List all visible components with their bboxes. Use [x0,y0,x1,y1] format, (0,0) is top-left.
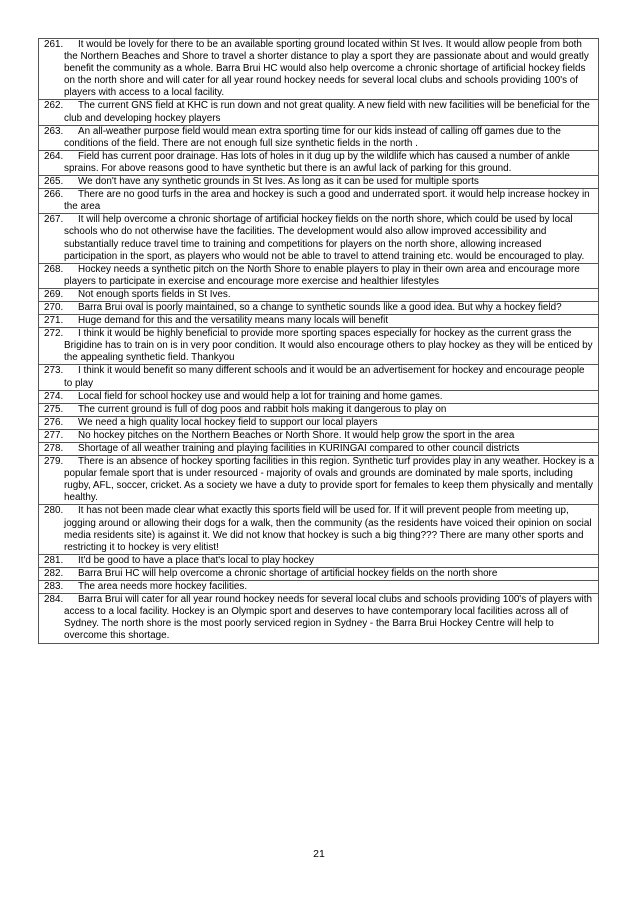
table-row [39,150,599,175]
comment-number: 273. [44,365,64,377]
comment-text: The area needs more hockey facilities. [78,581,248,593]
comment-entry [44,365,595,389]
comment-number: 277. [44,429,64,441]
comment-text: The current ground is full of dog poos and rabbit hols making it dangerous to play on [78,403,447,415]
comment-entry [44,189,595,213]
comment-cell [39,594,599,643]
comment-entry [44,315,595,327]
table-row [39,214,599,263]
comment-cell [39,150,599,175]
comment-entry [44,100,595,124]
comment-cell [39,288,599,301]
comment-cell [39,554,599,567]
comment-number: 274. [44,390,64,402]
comment-entry [44,404,595,416]
comment-text: Not enough sports fields in St Ives. [78,288,231,300]
comment-text: It'd be good to have a place that's local to play hockey [78,554,314,566]
comment-number: 263. [44,125,64,137]
page-number: 21 [313,848,325,860]
comment-cell [39,390,599,403]
comment-entry [44,214,595,262]
comment-number: 279. [44,456,64,468]
comment-number: 275. [44,403,64,415]
comment-text: It will help overcome a chronic shortage of artificial hockey fields on the north shore, which could be used by local schools who do not otherwise have the facilities. The development would also allow improved accessibility and substantially reduce travel time to training and competitions for players on the north shore, allowing increased participation in the sport, as players who would not be able to travel to attend training etc. would be encouraged to play. [64,214,585,262]
comment-entry [44,151,595,175]
comment-text: There are no good turfs in the area and hockey is such a good and underrated sport. it would help increase hockey in the area [64,189,590,213]
comment-entry [44,443,595,455]
comment-number: 284. [44,594,64,606]
comment-text: It would be lovely for there to be an available sporting ground located within St Ives. It would allow people from both the Northern Beaches and Shore to travel a shorter distance to play a sport they are passionate about and would greatly benefit the community as a whole. Barra Brui HC would also help overcome a chronic shortage of artificial hockey fields on the north shore and will cater for all year round hockey needs for several local clubs and schools providing 100's of players with access to a local facility. [64,39,589,99]
comment-number: 268. [44,263,64,275]
comment-text: Shortage of all weather training and playing facilities in KURINGAI compared to other council districts [78,443,520,454]
comment-entry [44,176,595,188]
comment-entry [44,430,595,442]
table-row [39,100,599,125]
table-row [39,581,599,594]
comment-entry [44,391,595,403]
comment-number: 267. [44,214,64,226]
comment-number: 271. [44,315,64,327]
table-row [39,390,599,403]
table-row [39,554,599,567]
comment-entry [44,555,595,567]
comment-text: Barra Brui will cater for all year round hockey needs for several local clubs and schools providing 100's of players with access to a local facility. Hockey is an Olympic sport and deserves to have contemporary local facilities across all of Sydney. The north shore is the most poorly serviced region in Sydney - the Barra Brui Hockey Centre will help to overcome this shortage. [64,594,592,642]
comment-entry [44,328,595,364]
comment-number: 272. [44,328,64,340]
table-row [39,456,599,505]
comment-cell [39,125,599,150]
comment-text: Local field for school hockey use and would help a lot for training and home games. [78,390,443,402]
comment-number: 281. [44,554,64,566]
comment-entry [44,264,595,288]
comment-cell [39,505,599,554]
comment-text: The current GNS field at KHC is run down and not great quality. A new field with new facilities will be beneficial for the club and developing hockey players [64,100,590,124]
comment-entry [44,594,595,642]
comment-text: Hockey needs a synthetic pitch on the North Shore to enable players to play in their own area and encourage more players to participate in exercise and encourage more exercise and healthier lifestyles [64,263,580,287]
comment-cell [39,301,599,314]
comment-cell [39,214,599,263]
table-row [39,288,599,301]
comment-text: We need a high quality local hockey field to support our local players [78,416,378,428]
comment-number: 269. [44,288,64,300]
comment-number: 283. [44,581,64,593]
comment-entry [44,289,595,301]
table-row [39,263,599,288]
table-row [39,301,599,314]
comment-entry [44,417,595,429]
table-row [39,39,599,100]
comment-number: 280. [44,505,64,517]
comment-cell [39,443,599,456]
comment-cell [39,176,599,189]
table-row [39,176,599,189]
comment-cell [39,263,599,288]
comment-entry [44,126,595,150]
comment-number: 265. [44,176,64,188]
comment-cell [39,567,599,580]
comment-number: 264. [44,150,64,162]
comment-text: Field has current poor drainage. Has lots of holes in it dug up by the wildlife which has caused a number of ankle sprains. For above reasons good to have synthetic but there is an awful lack of parking for this ground. [64,150,570,174]
comment-entry [44,505,595,553]
comment-text: An all-weather purpose field would mean extra sporting time for our kids instead of calling off games due to the conditions of the field. There are not enough full size synthetic fields in the north . [64,125,561,149]
table-row [39,365,599,390]
comment-entry [44,39,595,99]
comment-cell [39,328,599,365]
comment-cell [39,365,599,390]
comment-cell [39,100,599,125]
table-row [39,403,599,416]
table-row [39,416,599,429]
comment-number: 276. [44,416,64,428]
comment-text: No hockey pitches on the Northern Beaches or North Shore. It would help grow the sport in the area [78,429,515,441]
table-row [39,429,599,442]
comment-cell [39,581,599,594]
table-row [39,328,599,365]
comment-number: 266. [44,189,64,201]
comment-cell [39,189,599,214]
comment-cell [39,39,599,100]
comment-entry [44,568,595,580]
comment-text: I think it would benefit so many different schools and it would be an advertisement for hockey and encourage people to play [64,365,585,389]
comment-text: It has not been made clear what exactly this sports field will be used for. If it will prevent people from meeting up, jogging around or allowing their dogs for a walk, then the community (as the residents have voiced their opinion on social media residents site) is against it. We did not know that hockey is such a big thing??? There are many other sports and restricting it to hockey is very elitist! [64,505,592,553]
comment-cell [39,315,599,328]
table-row [39,594,599,643]
comment-number: 278. [44,443,64,454]
comment-text: There is an absence of hockey sporting facilities in this region. Synthetic turf provides play in any weather. Hockey is a popular female sport that is under resourced - majority of ovals and grounds are dominated by male sports, including rugby, AFL, soccer, cricket. As a society we have a duty to provide sport for females to keep them physically and mentally healthy. [64,456,594,504]
comment-cell [39,456,599,505]
table-row [39,189,599,214]
comment-text: Barra Brui HC will help overcome a chronic shortage of artificial hockey fields on the north shore [78,567,498,579]
table-row [39,567,599,580]
comments-table [38,38,599,644]
comment-cell [39,429,599,442]
comment-number: 270. [44,301,64,313]
table-row [39,315,599,328]
table-row [39,125,599,150]
comment-number: 262. [44,100,64,112]
comment-text: Huge demand for this and the versatility means many locals will benefit [78,315,389,327]
comment-entry [44,581,595,593]
comment-number: 261. [44,39,64,50]
comment-entry [44,302,595,314]
comment-text: Barra Brui oval is poorly maintained, so a change to synthetic sounds like a good idea. But why a hockey field? [78,301,562,313]
table-row [39,505,599,554]
comment-entry [44,456,595,504]
table-row [39,443,599,456]
comment-text: We don't have any synthetic grounds in St Ives. As long as it can be used for multiple sports [78,176,479,188]
comment-text: I think it would be highly beneficial to provide more sporting spaces especially for hockey as the current grass the Brigidine has to train on is in very poor condition. It would also encourage others to play hockey as they will be enticed by the appealing synthetic field. Thankyou [64,328,593,364]
comment-cell [39,403,599,416]
comment-number: 282. [44,567,64,579]
comment-cell [39,416,599,429]
